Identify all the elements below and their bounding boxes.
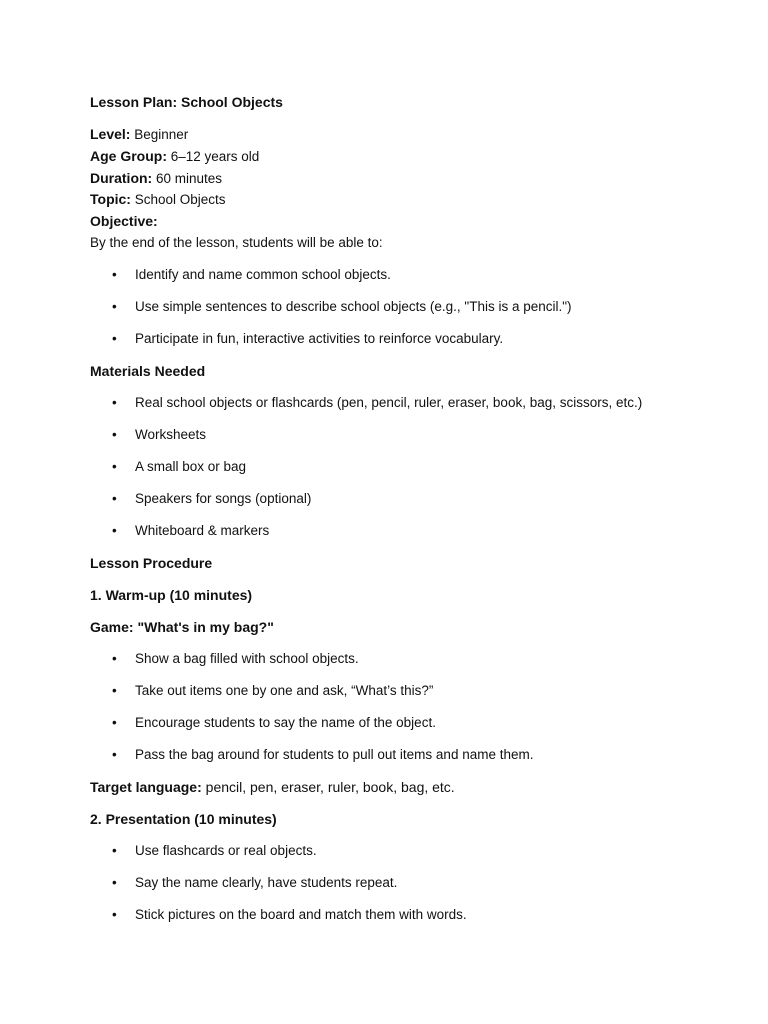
list-item: • Whiteboard & markers (90, 521, 690, 541)
meta-topic (90, 189, 690, 211)
list-item: • Encourage students to say the name of the object. (90, 713, 690, 733)
materials-heading: Materials Needed (90, 362, 206, 379)
game-steps-list (90, 649, 690, 765)
target-label: Target language: (90, 778, 202, 795)
meta-level (90, 124, 690, 146)
meta-value: 6–12 years old (167, 148, 260, 164)
meta-label: Topic: (90, 191, 131, 208)
target-value: pencil, pen, eraser, ruler, book, bag, etc. (201, 778, 455, 795)
target-language (90, 777, 690, 797)
list-item: • Identify and name common school objects. (90, 265, 690, 285)
list-item: • A small box or bag (90, 457, 690, 477)
procedure-heading: Lesson Procedure (90, 554, 213, 571)
objectives-list (90, 265, 690, 349)
meta-value: Beginner (130, 127, 189, 142)
list-item: • Worksheets (90, 425, 690, 445)
list-item: • Pass the bag around for students to pull out items and name them. (90, 745, 690, 765)
document-title: Lesson Plan: School Objects (90, 94, 283, 110)
objective-intro: By the end of the lesson, students will be able to: (90, 234, 383, 250)
list-item: • Show a bag filled with school objects. (90, 649, 690, 669)
list-item: • Say the name clearly, have students repeat. (90, 873, 690, 893)
document-content (90, 92, 690, 925)
meta-label: Duration: (90, 169, 153, 186)
meta-age-group (90, 146, 690, 168)
meta-label: Level: (90, 126, 131, 142)
meta-duration (90, 168, 690, 190)
game-heading: Game: "What's in my bag?" (90, 618, 274, 635)
materials-list (90, 393, 690, 541)
list-item: • Speakers for songs (optional) (90, 489, 690, 509)
warmup-heading: 1. Warm-up (10 minutes) (90, 586, 253, 603)
objective-label: Objective: (90, 213, 158, 230)
presentation-steps-list (90, 841, 690, 925)
list-item: • Use flashcards or real objects. (90, 841, 690, 861)
list-item: • Use simple sentences to describe school objects (e.g., "This is a pencil.") (90, 297, 690, 317)
list-item: • Stick pictures on the board and match them with words. (90, 905, 690, 925)
list-item: • Participate in fun, interactive activities to reinforce vocabulary. (90, 329, 690, 349)
list-item: • Real school objects or flashcards (pen, pencil, ruler, eraser, book, bag, scissors, etc.) (90, 393, 690, 413)
meta-label: Age Group: (90, 147, 167, 164)
presentation-heading: 2. Presentation (10 minutes) (90, 810, 277, 827)
lesson-meta (90, 124, 690, 233)
meta-value: 60 minutes (152, 170, 223, 186)
meta-value: School Objects (130, 192, 226, 208)
list-item: • Take out items one by one and ask, “What’s this?” (90, 681, 690, 701)
